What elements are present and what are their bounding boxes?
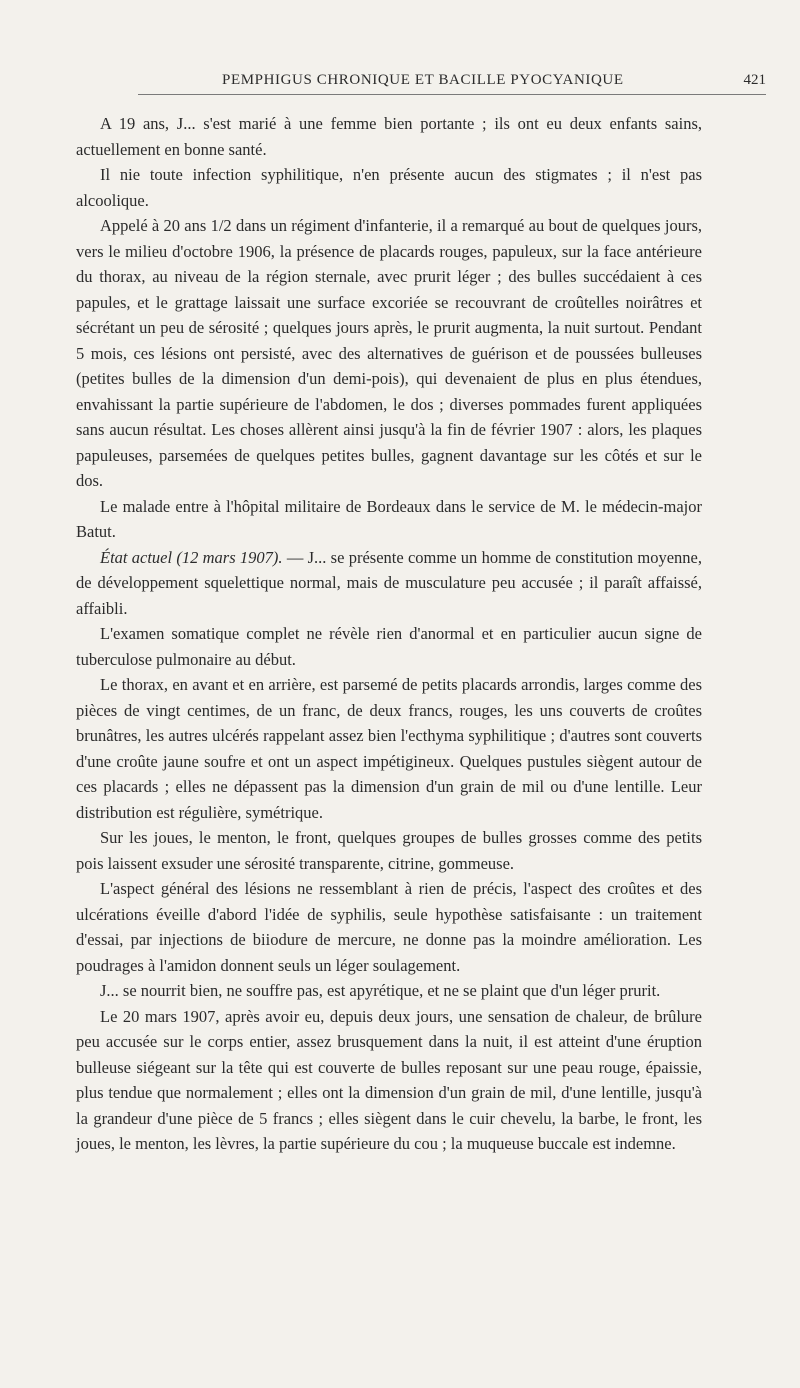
paragraph: J... se nourrit bien, ne souffre pas, est apyrétique, et ne se plaint que d'un léger prurit.: [100, 981, 661, 1000]
paragraph: L'examen somatique complet ne révèle rien d'anormal et en particulier aucun signe de tuberculose pulmonaire au début.: [76, 624, 702, 669]
paragraph: Le malade entre à l'hôpital militaire de Bordeaux dans le service de M. le médecin-major Batut.: [76, 496, 702, 541]
document-page: [0, 64, 800, 1388]
paragraph: L'aspect général des lésions ne ressemblant à rien de précis, l'aspect des croûtes et des ulcérations éveille d'abord l'idée de syphilis, seule hypothèse satisfaisante : un traitement d'essai, par injections de biiodure de mercure, ne donne pas la moindre amélioration. Les poudrages à l'amidon donnent seuls un léger soulagement.: [76, 879, 702, 975]
page-number: 421: [743, 72, 766, 88]
paragraph-etat-text: — J... se présente comme un homme de constitution moyenne, de développement squelettique normal, mais de musculature peu accusée ; il paraît affaissé, affaibli.: [76, 547, 702, 618]
paragraph: Appelé à 20 ans 1/2 dans un régiment d'infanterie, il a remarqué au bout de quelques jours, vers le milieu d'octobre 1906, la présence de placards rouges, papuleux, sur la face antérieure du thorax, au niveau de la région sternale, avec prurit léger ; des bulles succédaient à ces papules, et le grattage laissait une surface excoriée se recouvrant de croûtelles noirâtres et sécrétant un peu de sérosité ; quelques jours après, le prurit augmenta, la nuit surtout. Pendant 5 mois, ces lésions ont persisté, avec des alternatives de guérison et de poussées bulleuses (petites bulles de la dimension d'un demi-pois), qui devenaient de plus en plus étendues, envahissant la partie supérieure de l'abdomen, le dos ; diverses pommades furent appliquées sans aucun résultat. Les choses allèrent ainsi jusqu'à la fin de février 1907 : alors, les plaques papuleuses, parsemées de quelques petites bulles, gagnent davantage sur les côtés et sur le dos.: [76, 216, 702, 490]
paragraph: A 19 ans, J... s'est marié à une femme bien portante ; ils ont eu deux enfants sains, actuellement en bonne santé.: [76, 114, 702, 159]
running-header: [138, 64, 766, 95]
paragraph: Le 20 mars 1907, après avoir eu, depuis deux jours, une sensation de chaleur, de brûlure peu accusée sur le corps entier, assez brusquement dans la nuit, il est atteint d'une éruption bulleuse siégeant sur la tête qui est couverte de bulles reposant sur une peau rouge, épaissie, plus tendue que normalement ; elles ont la dimension d'un grain de mil, d'une lentille, jusqu'à la grandeur d'une pièce de 5 francs ; elles siègent dans le cuir chevelu, la barbe, le front, les joues, le menton, les lèvres, la partie supérieure du cou ; la muqueuse buccale est indemne.: [76, 1006, 702, 1153]
paragraph: Il nie toute infection syphilitique, n'en présente aucun des stigmates ; il n'est pas alcoolique.: [76, 165, 702, 210]
running-title: PEMPHIGUS CHRONIQUE ET BACILLE PYOCYANIQUE: [222, 72, 624, 88]
paragraph: Le thorax, en avant et en arrière, est parsemé de petits placards arrondis, larges comme des pièces de vingt centimes, de un franc, de deux francs, rouges, les uns couverts de croûtes brunâtres, les autres ulcérés rappelant assez bien l'ecthyma syphilitique ; d'autres sont couverts d'une croûte jaune soufre et ont un aspect impétigineux. Quelques pustules siègent autour de ces placards ; elles ne dépassent pas la dimension d'un grain de mil ou d'une lentille. Leur distribution est régulière, symétrique.: [76, 675, 702, 822]
section-heading-italic: État actuel (12 mars 1907).: [100, 547, 283, 567]
body-text: [76, 111, 702, 1157]
paragraph-etat-actuel: [76, 545, 702, 622]
paragraph: Sur les joues, le menton, le front, quelques groupes de bulles grosses comme des petits pois laissent exsuder une sérosité transparente, citrine, gommeuse.: [76, 828, 702, 873]
